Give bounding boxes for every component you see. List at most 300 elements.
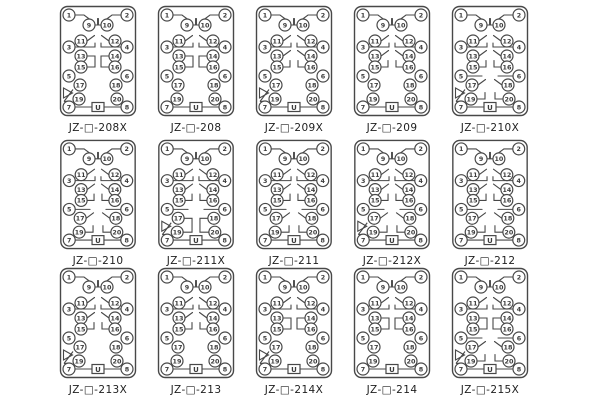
contact-glyph (396, 194, 403, 200)
terminal-number: 16 (110, 197, 120, 205)
contact-glyph (479, 184, 486, 189)
terminal-number: 2 (124, 146, 129, 154)
terminal-number: 3 (263, 177, 268, 185)
terminal-number: 4 (124, 177, 129, 185)
terminal-number: 13 (272, 186, 282, 194)
terminal-number: 7 (164, 365, 170, 374)
terminal-number: 6 (418, 206, 423, 214)
terminal-number: 14 (208, 52, 218, 61)
contact-glyph (298, 298, 306, 304)
terminal-number: 7 (66, 365, 72, 374)
terminal-number: 12 (404, 299, 414, 308)
terminal-number: 17 (75, 215, 85, 223)
terminal-number: 1 (361, 146, 366, 154)
terminal-number: 1 (262, 273, 268, 282)
model-label: JZ-□-209X (264, 122, 324, 134)
terminal-number: 20 (210, 229, 220, 237)
terminal-number: 17 (467, 215, 477, 223)
terminal-number: 13 (76, 186, 86, 194)
terminal-number: 19 (270, 95, 280, 104)
terminal-number: 18 (405, 81, 415, 90)
contact-glyph (283, 318, 291, 329)
terminal-number: 18 (405, 343, 415, 352)
terminal-number: 7 (263, 237, 268, 245)
terminal-number: 5 (66, 72, 72, 81)
terminal-number: 3 (361, 177, 366, 185)
terminal-number: 3 (66, 305, 72, 314)
terminal-number: 15 (76, 63, 86, 72)
terminal-number: 12 (110, 171, 120, 179)
terminal-number: 19 (172, 95, 182, 104)
terminal-number: 18 (307, 215, 317, 223)
contact-glyph (87, 36, 95, 42)
terminal-number: 7 (262, 103, 268, 112)
coil-label: U (389, 104, 395, 112)
terminal-number: 17 (173, 215, 183, 223)
terminal-number: 10 (494, 283, 504, 292)
terminal-number: 11 (174, 171, 184, 179)
coil-label: U (487, 237, 493, 246)
contact-glyph (87, 184, 94, 189)
contact-glyph (283, 61, 290, 68)
terminal-number: 20 (112, 95, 122, 104)
contact-glyph (101, 184, 108, 189)
terminal-number: 15 (370, 325, 380, 334)
terminal-number: 3 (458, 43, 464, 52)
model-label: JZ-□-211X (166, 255, 226, 267)
terminal-number: 17 (271, 343, 281, 352)
terminal-number: 14 (404, 186, 414, 194)
terminal-number: 3 (262, 43, 268, 52)
contact-glyph (396, 51, 404, 57)
terminal-number: 11 (76, 37, 86, 46)
terminal-number: 2 (320, 146, 325, 154)
contact-glyph (281, 226, 289, 232)
terminal-number: 4 (320, 43, 326, 52)
terminal-number: 2 (516, 11, 522, 20)
terminal-number: 3 (262, 305, 268, 314)
terminal-number: 4 (320, 305, 326, 314)
coil-label: U (291, 366, 297, 374)
terminal-number: 15 (76, 197, 86, 205)
terminal-number: 11 (272, 299, 282, 308)
terminal-number: 20 (112, 357, 122, 366)
terminal-number: 13 (272, 314, 282, 323)
contact-glyph (396, 213, 403, 218)
terminal-number: 19 (368, 357, 378, 366)
contact-glyph (495, 80, 503, 86)
relay-diagram-cell (147, 267, 245, 400)
contact-glyph (200, 218, 209, 232)
relay-diagram-cell (343, 5, 441, 139)
wiring-diagram (255, 139, 333, 250)
contact-glyph (495, 226, 503, 232)
contact-glyph (200, 194, 207, 200)
terminal-number: 9 (184, 21, 190, 30)
terminal-number: 1 (66, 11, 72, 20)
terminal-number: 19 (466, 357, 476, 366)
terminal-number: 2 (418, 273, 424, 282)
wiring-diagram (451, 267, 529, 379)
terminal-number: 15 (174, 63, 184, 72)
terminal-number: 2 (320, 11, 326, 20)
terminal-number: 5 (164, 334, 170, 343)
relay-diagram-cell (49, 139, 147, 267)
terminal-number: 12 (208, 171, 218, 179)
terminal-number: 19 (74, 357, 84, 366)
terminal-number: 8 (516, 103, 522, 112)
terminal-number: 6 (124, 206, 129, 214)
terminal-number: 20 (112, 229, 122, 237)
terminal-number: 13 (174, 52, 184, 61)
relay-diagram-cell (49, 267, 147, 400)
relay-diagram-cell (441, 139, 539, 267)
terminal-number: 4 (124, 43, 130, 52)
terminal-number: 12 (110, 37, 120, 46)
terminal-number: 19 (270, 229, 280, 237)
contact-glyph (283, 36, 291, 42)
contact-glyph (379, 226, 387, 232)
terminal-number: 8 (124, 365, 130, 374)
model-label: JZ-□-212X (362, 255, 422, 267)
terminal-number: 17 (75, 81, 85, 90)
wiring-diagram (157, 139, 235, 250)
terminal-number: 9 (478, 156, 484, 164)
terminal-number: 1 (360, 11, 366, 20)
terminal-number: 13 (468, 186, 478, 194)
terminal-number: 14 (306, 314, 316, 323)
terminal-number: 6 (222, 72, 228, 81)
terminal-number: 17 (271, 215, 281, 223)
contact-glyph (477, 355, 485, 362)
contact-glyph (298, 194, 305, 200)
terminal-number: 7 (458, 365, 464, 374)
terminal-number: 14 (110, 314, 120, 323)
terminal-number: 10 (396, 283, 406, 292)
terminal-number: 8 (222, 365, 228, 374)
contact-glyph (381, 169, 388, 174)
terminal-number: 8 (320, 237, 325, 245)
contact-glyph (87, 194, 94, 200)
contact-glyph (101, 56, 109, 67)
terminal-number: 14 (306, 52, 316, 61)
terminal-number: 17 (75, 343, 85, 352)
terminal-number: 19 (368, 229, 378, 237)
terminal-number: 10 (298, 156, 308, 164)
terminal-number: 3 (164, 43, 170, 52)
terminal-number: 20 (504, 95, 514, 104)
terminal-number: 12 (502, 171, 512, 179)
wiring-diagram (255, 267, 333, 379)
terminal-number: 9 (282, 21, 288, 30)
contact-glyph (494, 298, 502, 304)
terminal-number: 5 (361, 206, 366, 214)
contact-glyph (185, 194, 192, 200)
terminal-number: 1 (262, 11, 268, 20)
contact-glyph (283, 184, 290, 189)
terminal-number: 13 (76, 52, 86, 61)
contact-glyph (183, 218, 192, 232)
terminal-number: 3 (360, 305, 366, 314)
contact-glyph (200, 298, 208, 304)
terminal-number: 20 (406, 357, 416, 366)
terminal-number: 11 (272, 171, 282, 179)
terminal-number: 7 (361, 237, 366, 245)
contact-glyph (381, 51, 389, 57)
terminal-number: 14 (502, 186, 512, 194)
terminal-number: 16 (208, 197, 218, 205)
terminal-number: 5 (459, 206, 464, 214)
terminal-number: 5 (262, 72, 268, 81)
terminal-number: 11 (370, 171, 380, 179)
terminal-number: 9 (86, 21, 92, 30)
terminal-number: 15 (370, 63, 380, 72)
terminal-number: 15 (272, 197, 282, 205)
contact-glyph (185, 36, 193, 42)
terminal-number: 15 (272, 325, 282, 334)
contact-glyph (283, 169, 290, 174)
contact-glyph (297, 318, 305, 329)
terminal-number: 7 (262, 365, 268, 374)
terminal-number: 10 (200, 156, 210, 164)
terminal-number: 11 (370, 37, 380, 46)
terminal-number: 6 (418, 334, 424, 343)
terminal-number: 16 (502, 63, 512, 72)
terminal-number: 13 (468, 314, 478, 323)
terminal-number: 2 (516, 146, 521, 154)
terminal-number: 10 (200, 283, 210, 292)
model-label: JZ-□-213X (68, 384, 128, 396)
terminal-number: 14 (502, 52, 512, 61)
contact-glyph (87, 323, 94, 330)
terminal-number: 13 (468, 52, 478, 61)
terminal-number: 13 (370, 52, 380, 61)
terminal-number: 18 (405, 215, 415, 223)
terminal-number: 9 (282, 283, 288, 292)
terminal-number: 15 (468, 197, 478, 205)
terminal-number: 3 (164, 305, 170, 314)
terminal-number: 7 (67, 237, 72, 245)
relay-diagram-cell (343, 139, 441, 267)
contact-glyph (493, 318, 501, 329)
model-label: JZ-□-208X (68, 122, 128, 134)
terminal-number: 2 (222, 146, 227, 154)
contact-glyph (101, 169, 108, 174)
coil-label: U (487, 366, 493, 374)
terminal-number: 12 (502, 37, 512, 46)
contact-glyph (102, 36, 110, 42)
terminal-number: 20 (406, 229, 416, 237)
contact-glyph (477, 226, 485, 232)
contact-glyph (478, 80, 486, 86)
terminal-number: 18 (111, 81, 121, 90)
terminal-number: 20 (210, 95, 220, 104)
terminal-number: 14 (404, 52, 414, 61)
terminal-number: 10 (298, 283, 308, 292)
terminal-number: 16 (306, 197, 316, 205)
terminal-number: 11 (174, 299, 184, 308)
terminal-number: 18 (503, 215, 513, 223)
terminal-number: 16 (110, 325, 120, 334)
terminal-number: 18 (209, 343, 219, 352)
coil-label: U (95, 237, 101, 246)
terminal-number: 10 (102, 21, 112, 30)
contact-glyph (185, 298, 193, 304)
terminal-number: 11 (370, 299, 380, 308)
terminal-number: 1 (165, 146, 170, 154)
coil-label: U (291, 237, 297, 246)
terminal-number: 8 (418, 103, 424, 112)
contact-glyph (396, 61, 403, 68)
wiring-diagram (451, 5, 529, 117)
contact-glyph (395, 184, 402, 189)
terminal-number: 7 (164, 103, 170, 112)
terminal-number: 3 (360, 43, 366, 52)
terminal-number: 19 (172, 229, 182, 237)
model-label: JZ-□-211 (268, 255, 320, 267)
terminal-number: 5 (360, 72, 366, 81)
contact-glyph (283, 298, 291, 304)
terminal-number: 8 (320, 365, 326, 374)
terminal-number: 18 (503, 81, 513, 90)
coil-label: U (193, 104, 199, 112)
terminal-number: 16 (306, 63, 316, 72)
wiring-diagram (157, 267, 235, 379)
terminal-number: 9 (380, 156, 386, 164)
terminal-number: 10 (102, 283, 112, 292)
terminal-number: 13 (370, 314, 380, 323)
terminal-number: 19 (466, 229, 476, 237)
contact-glyph (102, 313, 110, 319)
contact-glyph (185, 184, 192, 189)
terminal-number: 8 (222, 103, 228, 112)
terminal-number: 4 (124, 305, 130, 314)
terminal-number: 18 (307, 81, 317, 90)
contact-glyph (494, 194, 501, 200)
coil-label: U (487, 104, 493, 112)
terminal-number: 13 (370, 186, 380, 194)
terminal-number: 4 (320, 177, 325, 185)
wiring-diagram (255, 5, 333, 117)
coil-label: U (95, 104, 101, 112)
terminal-number: 1 (164, 11, 170, 20)
terminal-number: 4 (516, 305, 522, 314)
terminal-number: 19 (74, 229, 84, 237)
terminal-number: 13 (174, 314, 184, 323)
terminal-number: 5 (263, 206, 268, 214)
model-label: JZ-□-208 (170, 122, 222, 134)
coil-label: U (193, 366, 199, 374)
terminal-number: 6 (516, 206, 521, 214)
terminal-number: 17 (369, 343, 379, 352)
contact-glyph (477, 93, 485, 100)
wiring-diagram (451, 139, 529, 250)
model-label: JZ-□-214X (264, 384, 324, 396)
terminal-number: 11 (174, 37, 184, 46)
terminal-number: 6 (320, 334, 326, 343)
contact-glyph (381, 318, 389, 329)
terminal-number: 8 (222, 237, 227, 245)
terminal-number: 8 (320, 103, 326, 112)
contact-glyph (495, 342, 503, 348)
terminal-number: 14 (306, 186, 316, 194)
terminal-number: 10 (494, 21, 504, 30)
terminal-number: 18 (111, 343, 121, 352)
terminal-number: 15 (272, 63, 282, 72)
terminal-number: 20 (210, 357, 220, 366)
terminal-number: 4 (516, 177, 521, 185)
terminal-number: 2 (222, 11, 228, 20)
contact-glyph (479, 298, 487, 304)
model-label: JZ-□-214 (366, 384, 418, 396)
contact-glyph (283, 51, 291, 57)
terminal-number: 15 (468, 325, 478, 334)
terminal-number: 7 (459, 237, 464, 245)
terminal-number: 17 (173, 343, 183, 352)
contact-glyph (297, 169, 304, 174)
relay-diagram-cell (343, 267, 441, 400)
model-label: JZ-□-213 (170, 384, 222, 396)
terminal-number: 20 (406, 95, 416, 104)
terminal-number: 2 (222, 273, 228, 282)
wiring-diagram (59, 5, 137, 117)
terminal-number: 14 (404, 314, 414, 323)
terminal-number: 6 (124, 334, 130, 343)
terminal-number: 14 (110, 186, 120, 194)
contact-glyph (381, 184, 388, 189)
terminal-number: 16 (502, 197, 512, 205)
terminal-number: 5 (458, 72, 464, 81)
terminal-number: 11 (468, 37, 478, 46)
contact-glyph (283, 194, 290, 200)
terminal-number: 9 (86, 283, 92, 292)
wiring-diagram (353, 267, 431, 379)
contact-glyph (298, 61, 305, 68)
terminal-number: 6 (516, 72, 522, 81)
terminal-number: 5 (360, 334, 366, 343)
terminal-number: 9 (184, 156, 190, 164)
terminal-number: 12 (110, 299, 120, 308)
contact-glyph (87, 313, 95, 319)
contact-glyph (299, 226, 307, 232)
terminal-number: 12 (208, 299, 218, 308)
terminal-number: 16 (208, 63, 218, 72)
terminal-number: 7 (360, 103, 366, 112)
contact-glyph (494, 213, 501, 218)
terminal-number: 12 (502, 299, 512, 308)
terminal-number: 7 (360, 365, 366, 374)
terminal-number: 10 (494, 156, 504, 164)
contact-glyph (478, 342, 486, 348)
terminal-number: 9 (380, 21, 386, 30)
terminal-number: 15 (76, 325, 86, 334)
contact-glyph (381, 194, 388, 200)
contact-glyph (494, 36, 502, 42)
terminal-number: 16 (404, 197, 414, 205)
terminal-number: 15 (174, 325, 184, 334)
coil-label: U (389, 366, 395, 374)
terminal-number: 8 (418, 365, 424, 374)
terminal-number: 4 (222, 177, 227, 185)
model-label: JZ-□-212 (464, 255, 516, 267)
coil-label: U (389, 237, 395, 246)
contact-glyph (199, 184, 206, 189)
terminal-number: 20 (504, 357, 514, 366)
terminal-number: 8 (516, 365, 522, 374)
terminal-number: 18 (111, 215, 121, 223)
terminal-number: 14 (208, 314, 218, 323)
contact-glyph (200, 36, 208, 42)
